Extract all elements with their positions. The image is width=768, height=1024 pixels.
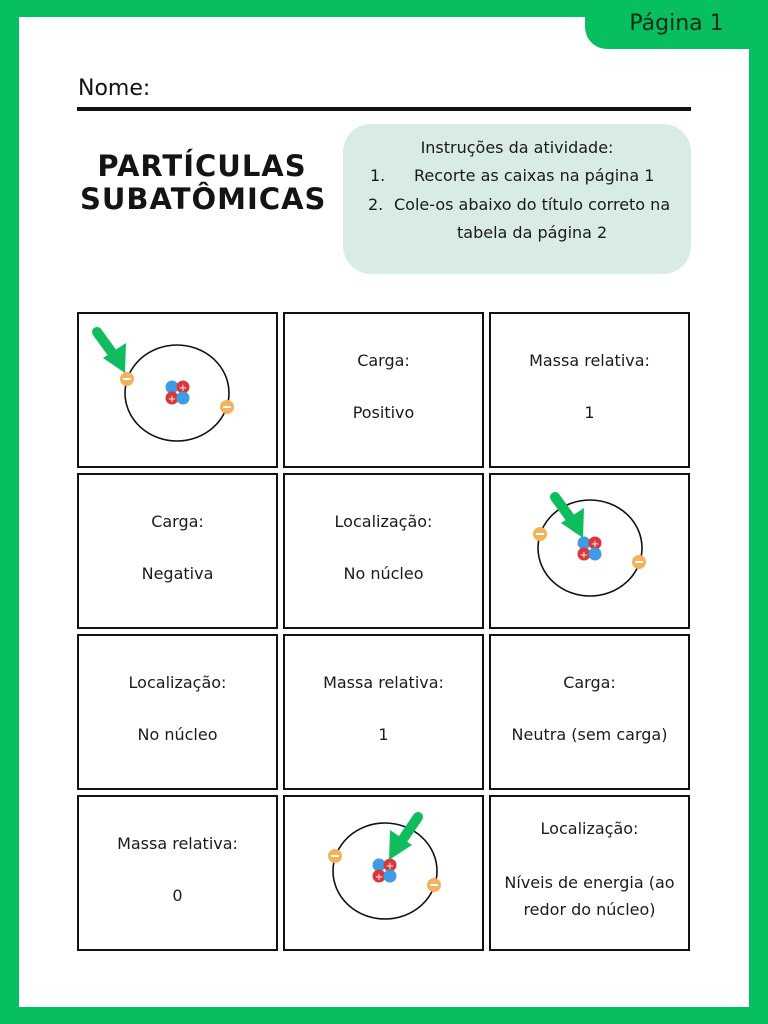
svg-text:+: +: [178, 383, 188, 394]
card-relative-mass-1b[interactable]: [283, 634, 484, 790]
worksheet-title: [80, 149, 327, 216]
card-value: 1: [584, 403, 595, 422]
card-value: [491, 869, 688, 923]
instructions-box: [343, 124, 691, 274]
card-value: No núcleo: [343, 564, 424, 583]
svg-text:+: +: [579, 550, 589, 561]
instructions-title: Instruções da atividade:: [420, 138, 614, 157]
card-value: 1: [378, 725, 389, 744]
card-value-line-1: Níveis de energia (ao: [504, 873, 675, 892]
card-location-nucleus[interactable]: [283, 473, 484, 629]
card-value: 0: [172, 886, 183, 905]
card-label: Localização:: [540, 819, 639, 838]
card-value: No núcleo: [137, 725, 218, 744]
atom-diagram: [79, 314, 276, 466]
instruction-text-2b: tabela da página 2: [457, 223, 608, 242]
atom-diagram: [491, 475, 688, 627]
svg-text:+: +: [385, 861, 395, 872]
name-write-line: [77, 107, 691, 111]
card-value: Negativa: [141, 564, 214, 583]
atom-diagram: [285, 797, 482, 949]
card-electron-image[interactable]: [77, 312, 278, 468]
card-relative-mass-1[interactable]: [489, 312, 690, 468]
card-value: Positivo: [352, 403, 415, 422]
card-label: Carga:: [151, 512, 204, 531]
instruction-text-2: Cole-os abaixo do título correto na: [394, 195, 671, 214]
card-label: Carga:: [357, 351, 410, 370]
svg-text:+: +: [374, 872, 384, 883]
name-label: Nome:: [78, 76, 151, 101]
title-line-2: SUBATÔMICAS: [80, 182, 327, 216]
card-location-nucleus-2[interactable]: [77, 634, 278, 790]
instruction-number-2: 2.: [368, 195, 384, 214]
card-label: Massa relativa:: [117, 834, 238, 853]
card-label: Localização:: [334, 512, 433, 531]
card-proton-image[interactable]: [489, 473, 690, 629]
card-location-energy-levels[interactable]: [489, 795, 690, 951]
card-neutron-image[interactable]: [283, 795, 484, 951]
svg-text:+: +: [167, 394, 177, 405]
card-charge-positive[interactable]: [283, 312, 484, 468]
page-number-tab: Página 1: [585, 0, 768, 49]
card-charge-neutral[interactable]: [489, 634, 690, 790]
svg-text:+: +: [590, 539, 600, 550]
card-label: Carga:: [563, 673, 616, 692]
card-charge-negative[interactable]: [77, 473, 278, 629]
card-value-line-2: redor do núcleo): [523, 900, 656, 919]
card-label: Massa relativa:: [529, 351, 650, 370]
pointer-arrow-icon: [97, 332, 126, 373]
title-line-1: PARTÍCULAS: [97, 149, 307, 183]
card-label: Localização:: [128, 673, 227, 692]
instruction-text-1: Recorte as caixas na página 1: [414, 166, 655, 185]
card-relative-mass-0[interactable]: [77, 795, 278, 951]
card-label: Massa relativa:: [323, 673, 444, 692]
instruction-number-1: 1.: [370, 166, 386, 185]
card-value: Neutra (sem carga): [511, 725, 668, 744]
